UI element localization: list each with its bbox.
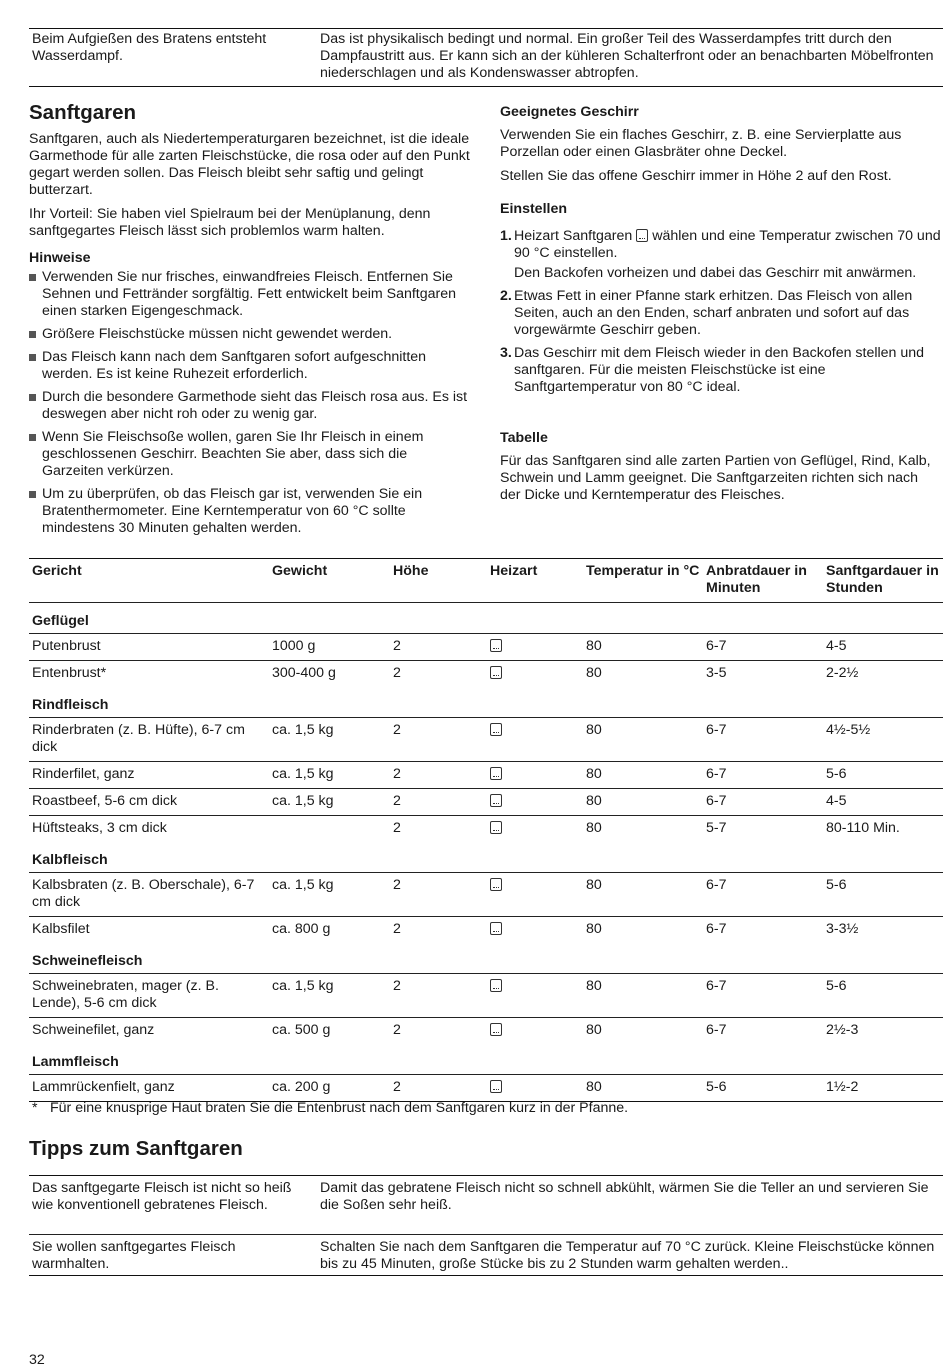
cell-anbratdauer: 6-7 <box>703 974 823 1018</box>
table-footnote: Für eine knusprige Haut braten Sie die Entenbrust nach dem Sanftgaren kurz in der Pfanne. <box>50 1100 629 1116</box>
step-number: 2. <box>500 288 512 304</box>
tabelle-paragraph: Für das Sanftgaren sind alle zarten Partien von Geflügel, Rind, Kalb, Schwein und Lamm geeignet. Die Sanftgarzeiten richten sich nach der Dicke und Kerntemperatur des Fleisches. <box>500 453 931 503</box>
cell-heizart <box>487 1075 583 1102</box>
cell-anbratdauer: 6-7 <box>703 762 823 789</box>
cell-anbratdauer: 6-7 <box>703 1018 823 1045</box>
cell-sanftgardauer: 80-110 Min. <box>823 816 943 843</box>
cell-gewicht: 300-400 g <box>269 661 390 688</box>
cell-gericht: Schweinefilet, ganz <box>29 1018 269 1045</box>
step-number: 3. <box>500 345 512 361</box>
bullet-square-icon <box>29 331 36 338</box>
sanftgaren-icon <box>490 979 502 992</box>
hinweis-item <box>29 486 470 537</box>
cell-hoehe: 2 <box>390 661 487 688</box>
cell-hoehe: 2 <box>390 1075 487 1102</box>
table-row <box>29 917 943 944</box>
table-row <box>29 1018 943 1045</box>
table-group-row <box>29 603 943 634</box>
section-title-tipps: Tipps zum Sanftgaren <box>29 1137 243 1160</box>
group-label: Kalbfleisch <box>32 852 108 868</box>
cell-hoehe: 2 <box>390 1018 487 1045</box>
group-label: Schweinefleisch <box>32 953 143 969</box>
cell-gewicht: ca. 1,5 kg <box>269 873 390 917</box>
hinweise-list <box>29 269 470 543</box>
cell-sanftgardauer: 5-6 <box>823 873 943 917</box>
cell-hoehe: 2 <box>390 718 487 762</box>
cell-temperatur: 80 <box>583 974 703 1018</box>
sanftgaren-icon <box>490 922 502 935</box>
table-row <box>29 661 943 688</box>
cell-gericht: Lammrückenfielt, ganz <box>29 1075 269 1102</box>
hinweis-text: Größere Fleischstücke müssen nicht gewendet werden. <box>42 326 393 342</box>
geschirr-paragraph-1: Verwenden Sie ein flaches Geschirr, z. B. eine Servierplatte aus Porzellan oder einen Glasbräter ohne Deckel. <box>500 127 902 160</box>
cell-hoehe: 2 <box>390 634 487 661</box>
table-row <box>29 974 943 1018</box>
cell-anbratdauer: 6-7 <box>703 789 823 816</box>
step-note: Den Backofen vorheizen und dabei das Geschirr mit anwärmen. <box>514 265 917 281</box>
bullet-square-icon <box>29 394 36 401</box>
group-label: Rindfleisch <box>32 697 109 713</box>
group-label: Geflügel <box>32 613 89 629</box>
cell-gericht: Rinderfilet, ganz <box>29 762 269 789</box>
tipps-table-top-rule <box>29 1175 943 1176</box>
cell-anbratdauer: 6-7 <box>703 634 823 661</box>
tabelle-heading: Tabelle <box>500 430 548 446</box>
sanftgaren-icon <box>636 229 648 242</box>
hinweis-item <box>29 349 470 383</box>
cell-sanftgardauer: 5-6 <box>823 974 943 1018</box>
tipps-table-row-rule <box>29 1234 943 1235</box>
cell-heizart <box>487 789 583 816</box>
cell-anbratdauer: 6-7 <box>703 873 823 917</box>
step-text-after-icon: wählen und eine Temperatur zwischen 70 und 90 °C einstellen. <box>514 228 941 261</box>
tipps-tip-cell: Schalten Sie nach dem Sanftgaren die Temperatur auf 70 °C zurück. Kleine Fleischstücke können bis zu 45 Minuten, große Stücke bis zu 2 Stunden warm gehalten werden.. <box>320 1239 935 1272</box>
solution-cell: Das ist physikalisch bedingt und normal. Ein großer Teil des Wasserdampfes tritt durch den Dampfaustritt aus. Er kann sich an der kühleren Schalterfront oder an benachbarten Möbelfronten niederschlagen und als Kondenswasser abtropfen. <box>320 31 934 81</box>
cell-temperatur: 80 <box>583 718 703 762</box>
section-title-sanftgaren: Sanftgaren <box>29 101 137 124</box>
cell-sanftgardauer: 3-3½ <box>823 917 943 944</box>
advantage-paragraph: Ihr Vorteil: Sie haben viel Spielraum bei der Menüplanung, denn sanftgegartes Fleisch lässt sich problemlos warm halten. <box>29 206 431 239</box>
cell-sanftgardauer: 2-2½ <box>823 661 943 688</box>
cell-gericht: Rinderbraten (z. B. Hüfte), 6-7 cm dick <box>29 718 269 762</box>
cell-heizart <box>487 634 583 661</box>
column-header-anbratdauer: Anbratdauer in Minuten <box>703 559 823 603</box>
table-group-row <box>29 943 943 974</box>
step-number: 1. <box>500 228 512 244</box>
cell-hoehe: 2 <box>390 816 487 843</box>
tipps-table-bottom-rule <box>29 1275 943 1276</box>
tipps-problem-cell: Das sanftgegarte Fleisch ist nicht so heiß wie konventionell gebratenes Fleisch. <box>32 1180 292 1213</box>
cell-temperatur: 80 <box>583 816 703 843</box>
cell-gewicht: ca. 200 g <box>269 1075 390 1102</box>
hinweis-item <box>29 429 470 480</box>
column-header-gewicht: Gewicht <box>269 559 390 603</box>
sanftgaren-icon <box>490 794 502 807</box>
table-row <box>29 718 943 762</box>
sanftgaren-icon <box>490 821 502 834</box>
cell-gewicht: 1000 g <box>269 634 390 661</box>
table-row <box>29 1075 943 1102</box>
page-number: 32 <box>29 1352 45 1368</box>
cell-anbratdauer: 5-7 <box>703 816 823 843</box>
intro-paragraph: Sanftgaren, auch als Niedertemperaturgaren bezeichnet, ist die ideale Garmethode für alle zarten Fleischstücke, die rosa oder auf den Punkt gegart werden sollen. Das Fleisch bleibt sehr saftig und gelingt butterzart. <box>29 131 470 198</box>
hinweis-item <box>29 269 470 320</box>
cell-hoehe: 2 <box>390 762 487 789</box>
cell-heizart <box>487 661 583 688</box>
cell-sanftgardauer: 2½-3 <box>823 1018 943 1045</box>
sanftgaren-icon <box>490 1023 502 1036</box>
cell-temperatur: 80 <box>583 762 703 789</box>
cell-sanftgardauer: 4-5 <box>823 634 943 661</box>
cell-hoehe: 2 <box>390 974 487 1018</box>
step-3 <box>500 345 942 396</box>
cell-sanftgardauer: 4-5 <box>823 789 943 816</box>
table-row <box>29 634 943 661</box>
cell-gewicht: ca. 1,5 kg <box>269 789 390 816</box>
cell-gewicht: ca. 1,5 kg <box>269 762 390 789</box>
table-row <box>29 816 943 843</box>
column-header-gericht: Gericht <box>29 559 269 603</box>
cell-gericht: Entenbrust* <box>29 661 269 688</box>
bullet-square-icon <box>29 354 36 361</box>
top-table-bottom-rule <box>29 86 943 87</box>
table-row <box>29 762 943 789</box>
hinweis-text: Wenn Sie Fleischsoße wollen, garen Sie Ihr Fleisch in einem geschlossenen Geschirr. Beachten Sie aber, dass sich die Garzeiten verkürzen. <box>42 429 424 479</box>
cell-gewicht: ca. 800 g <box>269 917 390 944</box>
cell-temperatur: 80 <box>583 1018 703 1045</box>
tipps-problem-cell: Sie wollen sanftgegartes Fleisch warmhalten. <box>32 1239 236 1272</box>
bullet-square-icon <box>29 274 36 281</box>
bullet-square-icon <box>29 491 36 498</box>
cell-heizart <box>487 718 583 762</box>
cell-heizart <box>487 1018 583 1045</box>
cell-sanftgardauer: 4½-5½ <box>823 718 943 762</box>
bullet-square-icon <box>29 434 36 441</box>
step-2 <box>500 288 942 339</box>
sanftgaren-icon <box>490 767 502 780</box>
cell-anbratdauer: 6-7 <box>703 917 823 944</box>
table-row <box>29 789 943 816</box>
hinweis-text: Durch die besondere Garmethode sieht das Fleisch rosa aus. Es ist deswegen aber nicht roh oder zu wenig gar. <box>42 389 468 422</box>
geschirr-heading: Geeignetes Geschirr <box>500 104 639 120</box>
sanftgaren-icon <box>490 639 502 652</box>
step-text: Das Geschirr mit dem Fleisch wieder in den Backofen stellen und sanftgaren. Für die meisten Fleischstücke ist eine Sanftgartemperatur von 80 °C ideal. <box>514 345 925 395</box>
group-label: Lammfleisch <box>32 1054 119 1070</box>
cell-hoehe: 2 <box>390 917 487 944</box>
cell-gewicht: ca. 1,5 kg <box>269 718 390 762</box>
hinweis-text: Um zu überprüfen, ob das Fleisch gar ist, verwenden Sie ein Bratenthermometer. Eine Kerntemperatur von 60 °C sollte mindestens 30 Minuten gehalten werden. <box>42 486 423 536</box>
cell-gewicht <box>269 816 390 843</box>
cell-temperatur: 80 <box>583 789 703 816</box>
cell-gewicht: ca. 500 g <box>269 1018 390 1045</box>
cell-anbratdauer: 3-5 <box>703 661 823 688</box>
sanftgaren-icon <box>490 666 502 679</box>
cell-heizart <box>487 873 583 917</box>
hinweise-heading: Hinweise <box>29 250 91 266</box>
top-table-top-rule <box>29 28 943 29</box>
hinweis-item <box>29 389 470 423</box>
cell-gericht: Schweinebraten, mager (z. B. Lende), 5-6 cm dick <box>29 974 269 1018</box>
sanftgaren-icon <box>490 878 502 891</box>
cell-sanftgardauer: 1½-2 <box>823 1075 943 1102</box>
column-header-sanftgardauer: Sanftgardauer in Stunden <box>823 559 943 603</box>
table-group-row <box>29 687 943 718</box>
cell-heizart <box>487 974 583 1018</box>
table-row <box>29 873 943 917</box>
geschirr-paragraph-2: Stellen Sie das offene Geschirr immer in Höhe 2 auf den Rost. <box>500 168 892 184</box>
hinweis-text: Verwenden Sie nur frisches, einwandfreies Fleisch. Entfernen Sie Sehnen und Fettränder sorgfältig. Fett entwickelt beim Sanftgaren einen starken Eigengeschmack. <box>42 269 457 319</box>
sanftgaren-icon <box>490 1080 502 1093</box>
sanftgaren-icon <box>490 723 502 736</box>
step-text: Etwas Fett in einer Pfanne stark erhitzen. Das Fleisch von allen Seiten, auch an den Enden, scharf anbraten und sofort auf das vorgewärmte Geschirr geben. <box>514 288 913 338</box>
hinweis-item <box>29 326 470 343</box>
cell-heizart <box>487 762 583 789</box>
cell-hoehe: 2 <box>390 873 487 917</box>
column-header-heizart: Heizart <box>487 559 583 603</box>
footnote-mark: * <box>32 1100 38 1116</box>
step-1 <box>500 228 942 282</box>
cell-gericht: Putenbrust <box>29 634 269 661</box>
cell-sanftgardauer: 5-6 <box>823 762 943 789</box>
cell-gericht: Kalbsfilet <box>29 917 269 944</box>
column-header-hoehe: Höhe <box>390 559 487 603</box>
table-group-row <box>29 842 943 873</box>
cell-heizart <box>487 816 583 843</box>
cell-anbratdauer: 6-7 <box>703 718 823 762</box>
einstellen-steps <box>500 228 942 402</box>
hinweis-text: Das Fleisch kann nach dem Sanftgaren sofort aufgeschnitten werden. Es ist keine Ruhezeit erforderlich. <box>42 349 427 382</box>
cell-temperatur: 80 <box>583 634 703 661</box>
cell-gewicht: ca. 1,5 kg <box>269 974 390 1018</box>
cell-gericht: Hüftsteaks, 3 cm dick <box>29 816 269 843</box>
tipps-tip-cell: Damit das gebratene Fleisch nicht so schnell abkühlt, wärmen Sie die Teller an und servieren Sie die Soßen sehr heiß. <box>320 1180 929 1213</box>
cell-temperatur: 80 <box>583 661 703 688</box>
table-header-row <box>29 559 943 603</box>
cell-anbratdauer: 5-6 <box>703 1075 823 1102</box>
problem-cell: Beim Aufgießen des Bratens entsteht Wasserdampf. <box>32 31 267 64</box>
einstellen-heading: Einstellen <box>500 201 568 217</box>
cell-temperatur: 80 <box>583 1075 703 1102</box>
cell-temperatur: 80 <box>583 917 703 944</box>
step-text-before-icon: Heizart Sanftgaren <box>514 228 633 244</box>
column-header-temperatur: Temperatur in °C <box>583 559 703 603</box>
cell-temperatur: 80 <box>583 873 703 917</box>
cell-hoehe: 2 <box>390 789 487 816</box>
sanftgaren-table <box>29 558 943 1102</box>
cell-gericht: Kalbsbraten (z. B. Oberschale), 6-7 cm dick <box>29 873 269 917</box>
cell-heizart <box>487 917 583 944</box>
cell-gericht: Roastbeef, 5-6 cm dick <box>29 789 269 816</box>
table-group-row <box>29 1044 943 1075</box>
